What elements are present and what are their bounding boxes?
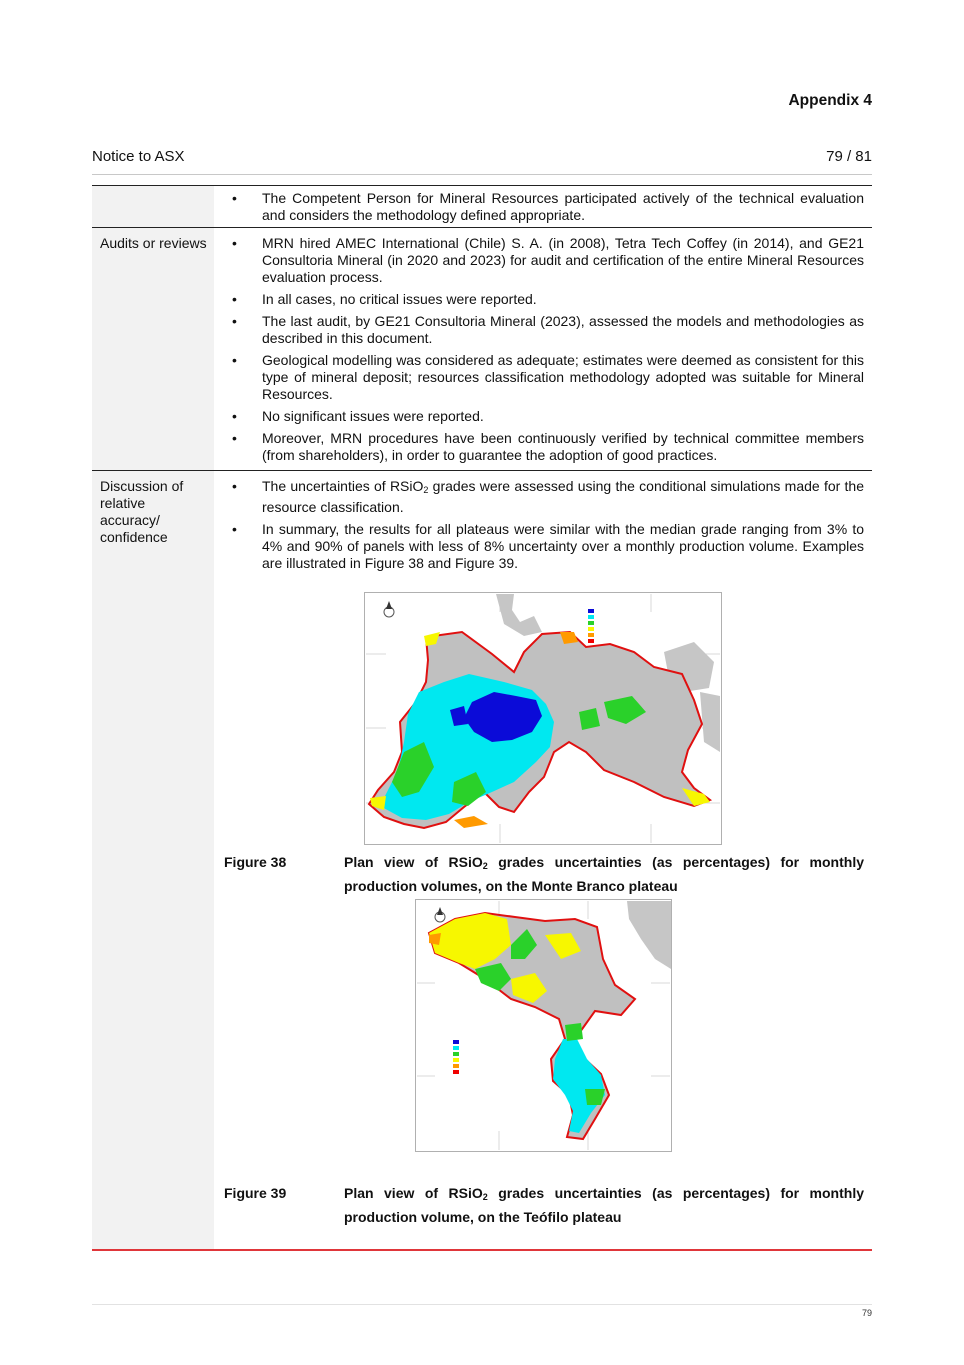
list-item: • In summary, the results for all plateaus were similar with the median grade ranging from 3% to 4% and 90% of panels with less of 8% uncertainty over a monthly production volume. Examples are illustrated in Figure 38 and Figure 39.: [232, 521, 864, 572]
list-item: • Geological modelling was considered as adequate; estimates were deemed as consistent for this type of mineral deposit; resources classification methodology adopted was suitable for Mineral Resources.: [232, 352, 864, 403]
page-number: 79: [861, 1308, 872, 1318]
row-label: Audits or reviews: [92, 228, 214, 470]
row-label: [92, 186, 214, 227]
figure-number: Figure 38: [224, 854, 287, 870]
list-item: • The last audit, by GE21 Consultoria Mineral (2023), assessed the models and methodologies as described in this document.: [232, 313, 864, 347]
text-fragment: grades were assessed using the conditional simulations made for the resource classification.: [262, 478, 864, 515]
map-zone-green: [565, 1023, 583, 1041]
text-fragment: The uncertainties of RSiO: [262, 478, 424, 494]
monte-branco-map-figure: [364, 592, 722, 845]
subscript: 2: [482, 861, 488, 871]
subscript: 2: [423, 485, 429, 495]
table-row: [92, 185, 872, 227]
figure-caption-text: [344, 852, 864, 896]
list-item: • The Competent Person for Mineral Resources participated actively of the technical evaluation and considers the methodology defined appropriate.: [232, 190, 864, 224]
list-item: • In all cases, no critical issues were reported.: [232, 291, 864, 308]
appendix-label: Appendix 4: [788, 92, 872, 109]
text-fragment: Plan view of RSiO: [344, 854, 483, 870]
text-fragment: Plan view of RSiO: [344, 1185, 483, 1201]
teofilo-map-figure: [415, 899, 672, 1152]
list-item: • No significant issues were reported.: [232, 408, 864, 425]
row-content: [214, 186, 872, 227]
map-zone-orange: [429, 933, 441, 945]
list-item: • MRN hired AMEC International (Chile) S. A. (in 2008), Tetra Tech Coffey (in 2014), and GE21 Consultoria Mineral (in 2020 and 2023) for audit and certification of the entire Mineral Resources evaluation process.: [232, 235, 864, 286]
figure-39-caption: [224, 1183, 864, 1225]
list-item: • Moreover, MRN procedures have been continuously verified by technical committee members (from shareholders), in order to guarantee the adoption of good practices.: [232, 430, 864, 464]
document-title: Notice to ASX: [92, 148, 185, 165]
row-content: [214, 228, 872, 470]
footer-divider: [92, 1304, 872, 1305]
page-counter: 79 / 81: [826, 148, 872, 165]
row-label: Discussion of relative accuracy/ confidence: [92, 471, 214, 1251]
figure-38-caption: [224, 852, 864, 894]
text-fragment: grades uncertainties (as percentages) for monthly production volume, on the Teófilo plateau: [344, 1185, 865, 1225]
table-row: [92, 227, 872, 470]
figure-caption-text: [344, 1183, 864, 1227]
list-item: [232, 478, 864, 516]
subscript: 2: [482, 1192, 488, 1202]
text-fragment: grades uncertainties (as percentages) for monthly production volumes, on the Monte Branco plateau: [344, 854, 865, 894]
header-divider: [92, 174, 872, 175]
figure-number: Figure 39: [224, 1185, 287, 1201]
table-bottom-rule: [92, 1249, 872, 1251]
